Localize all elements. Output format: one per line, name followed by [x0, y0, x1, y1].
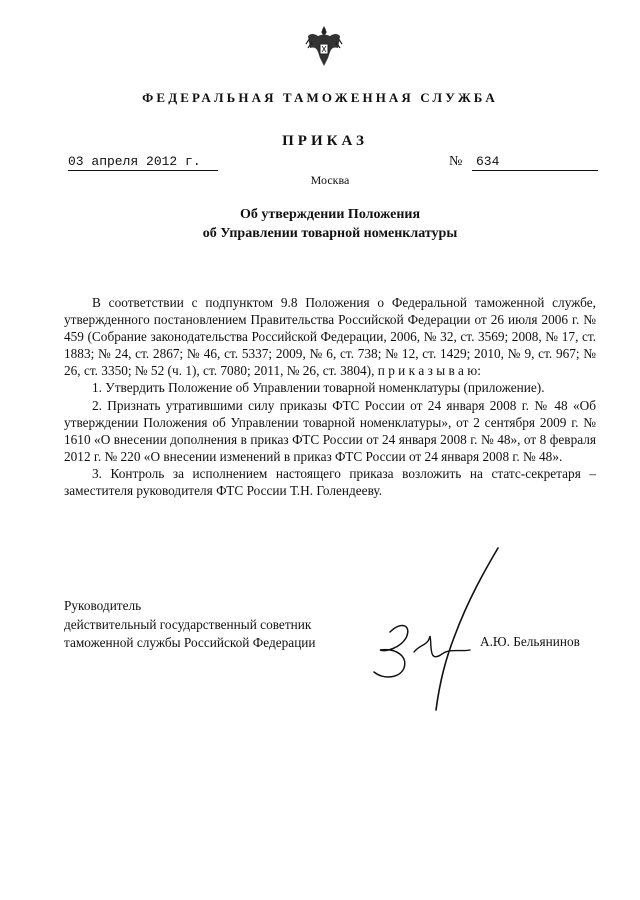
order-heading: ПРИКАЗ: [282, 133, 368, 149]
order-date: 03 апреля 2012 г.: [68, 154, 218, 171]
document-title-line-2: об Управлении товарной номенклатуры: [202, 226, 458, 241]
order-item-2: 2. Признать утратившими силу приказы ФТС России от 24 января 2008 г. № 48 «Об утверждении Положения об Управлении товарной номенклатуры», от 2 сентября 2009 г. № 1610 «О внесении дополнения в приказ ФТС России от 24 января 2008 г. № 48», от 8 февраля 2012 г. № 220 «О внесении изменений в приказ ФТС России от 24 января 2008 г. № 48».: [64, 397, 596, 464]
agency-name: ФЕДЕРАЛЬНАЯ ТАМОЖЕННАЯ СЛУЖБА: [142, 90, 498, 105]
signatory-name: А.Ю. Бельянинов: [480, 634, 580, 649]
city: Москва: [310, 173, 350, 187]
order-body: [64, 294, 596, 499]
preamble-paragraph: В соответствии с подпунктом 9.8 Положения о Федеральной таможенной службе, утвержденного постановлением Правительства Российской Федерации от 26 июля 2006 г. № 459 (Собрание законодательства Российской Федерации, 2006, № 32, ст. 3569; 2008, № 17, ст. 1883; № 24, ст. 2867; № 46, ст. 5337; 2009, № 6, ст. 738; № 12, ст. 1429; 2010, № 9, ст. 967; № 26, ст. 3350; № 52 (ч. 1), ст. 7080; 2011, № 26, ст. 3804), п р и к а з ы в а ю:: [64, 295, 596, 379]
signatory-position-line-2: действительный государственный советник: [64, 616, 312, 632]
order-number-label: №: [449, 154, 463, 169]
signatory-position-line-1: Руководитель: [64, 598, 142, 613]
signatory-position: [64, 597, 316, 653]
order-number: 634: [472, 154, 598, 171]
document-title-line-1: Об утверждении Положения: [239, 207, 421, 222]
document-title: [120, 205, 540, 243]
signatory-position-line-3: таможенной службы Российской Федерации: [64, 635, 316, 650]
order-item-3: 3. Контроль за исполнением настоящего приказа возложить на статс-секретаря – заместителя руководителя ФТС России Т.Н. Голендееву.: [64, 465, 596, 499]
signature-icon: [350, 540, 510, 720]
order-item-1: 1. Утвердить Положение об Управлении товарной номенклатуры (приложение).: [92, 380, 545, 396]
coat-of-arms-icon: [302, 22, 346, 70]
